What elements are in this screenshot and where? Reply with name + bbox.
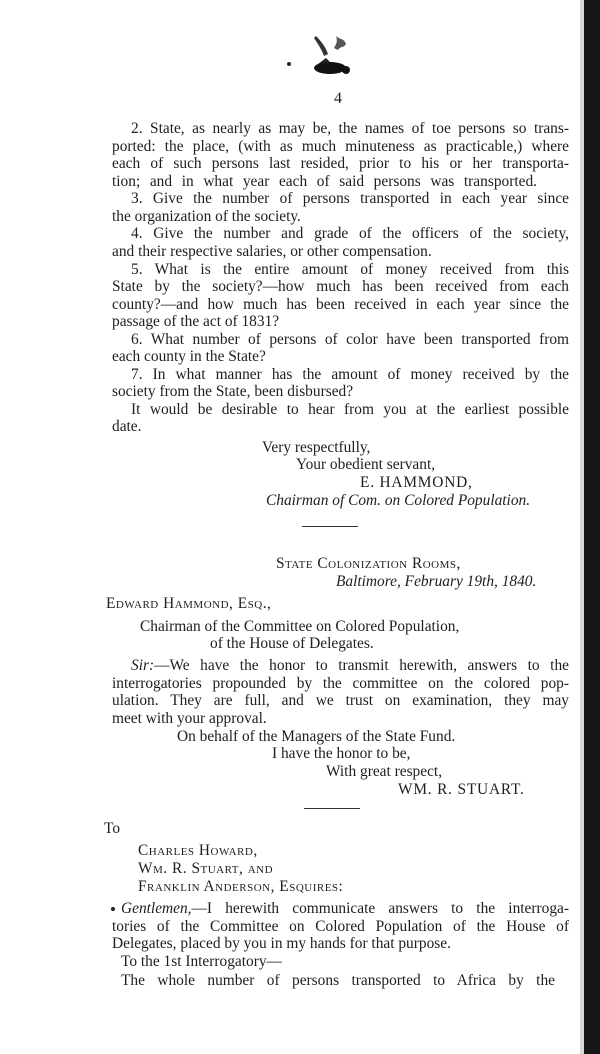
signatory-title: Chairman of Com. on Colored Population. [266, 492, 531, 509]
letter-body-line [131, 657, 569, 675]
text-line: State by the society?—how much has been received from each [112, 278, 569, 295]
addressee-title: Chairman of the Committee on Colored Population, [140, 618, 460, 635]
text-line: each of such persons last resided, prior to his or her transporta- [112, 155, 569, 172]
text-line: meet with your approval. [112, 710, 267, 727]
text-line: 4. Give the number and grade of the officers of the society, [131, 225, 569, 242]
signature: WM. R. STUART. [398, 781, 525, 798]
text-line: ulation. They are full, and we trust on examination, they may [112, 692, 569, 709]
recipient: Wm. R. Stuart, and [138, 860, 274, 877]
closing: Very respectfully, [262, 439, 371, 456]
book-binding-edge [584, 0, 600, 1054]
closing: I have the honor to be, [272, 745, 411, 762]
ink-speck [111, 907, 115, 911]
text-line: 6. What number of persons of color have been transported from [131, 331, 569, 348]
text-line: 2. State, as nearly as may be, the names of toe persons so trans- [131, 120, 569, 137]
salutation: Gentlemen, [121, 900, 192, 917]
text-line: ported: the place, (with as much minuteness as practicable,) where [112, 138, 569, 155]
ink-blot-ornament-icon [300, 34, 360, 82]
letter-place: State Colonization Rooms, [276, 555, 461, 572]
text-line: passage of the act of 1831? [112, 313, 280, 330]
addressee-title: of the House of Delegates. [210, 635, 374, 652]
text-line: the organization of the society. [112, 208, 301, 225]
text-line: county?—and how much has been received in each year since the [112, 296, 569, 313]
page-number: 4 [334, 90, 342, 107]
addressee: Edward Hammond, Esq., [106, 595, 272, 612]
behalf-line: On behalf of the Managers of the State Fund. [177, 728, 456, 745]
text-line: It would be desirable to hear from you at the earliest possible [131, 401, 569, 418]
text-line: each county in the State? [112, 348, 266, 365]
signature: E. HAMMOND, [360, 474, 473, 491]
letter-body-line [121, 900, 569, 918]
recipient: Franklin Anderson, Esquires: [138, 878, 344, 895]
salutation: Sir: [131, 657, 155, 674]
letter-date: Baltimore, February 19th, 1840. [336, 573, 537, 590]
closing: Your obedient servant, [296, 456, 436, 473]
recipient: Charles Howard, [138, 842, 258, 859]
text-line: society from the State, been disbursed? [112, 383, 354, 400]
text-line: 3. Give the number of persons transported in each year since [131, 190, 569, 207]
interrogatory-heading: To the 1st Interrogatory— [121, 953, 282, 970]
to-line: To [104, 820, 121, 837]
closing: With great respect, [326, 763, 443, 780]
text-line: The whole number of persons transported to Africa by the [121, 972, 555, 989]
text-line: tion; and in what year each of said persons was transported. [112, 173, 537, 190]
divider [302, 526, 358, 527]
text-line: 5. What is the entire amount of money received from this [131, 261, 569, 278]
text-line: interrogatories propounded by the committee on the colored pop- [112, 675, 569, 692]
text-line: 7. In what manner has the amount of money received by the [131, 366, 569, 383]
text-line: date. [112, 418, 142, 435]
divider [304, 808, 360, 809]
text-line: and their respective salaries, or other compensation. [112, 243, 432, 260]
ink-speck [287, 62, 291, 66]
body-text: —We have the honor to transmit herewith, answers to the [154, 657, 569, 674]
text-line: tories of the Committee on Colored Population of the House of [112, 918, 569, 935]
text-line: Delegates, placed by you in my hands for that purpose. [112, 935, 451, 952]
body-text: —I herewith communicate answers to the interroga- [191, 900, 569, 917]
